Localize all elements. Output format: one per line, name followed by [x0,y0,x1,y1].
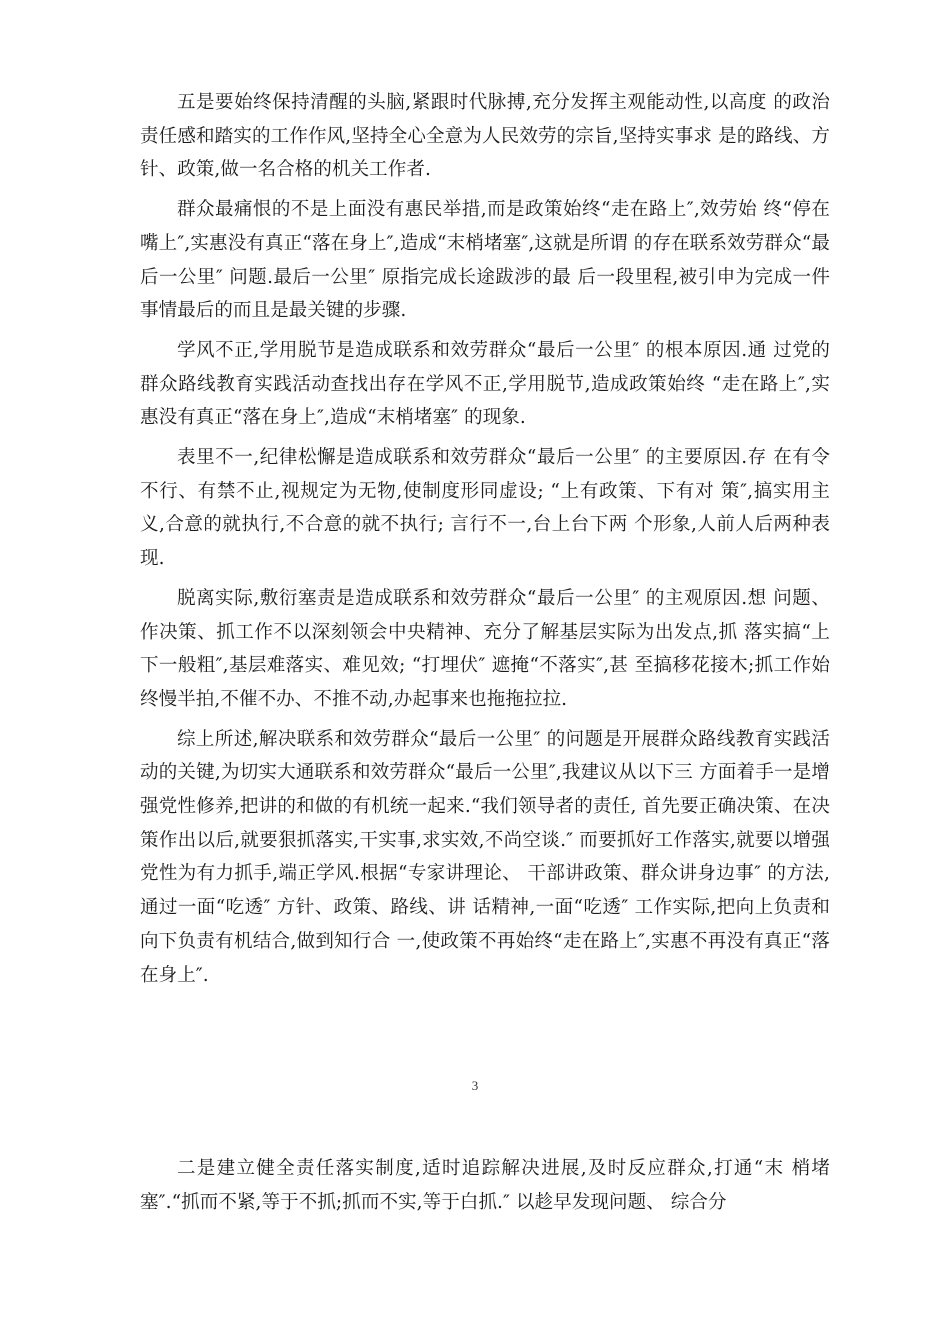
paragraph-5: 脱离实际,敷衍塞责是造成联系和效劳群众“最后一公里″ 的主观原因.想 问题、作决策、抓工作不以深刻领会中央精神、充分了解基层实际为出发点,抓 落实搞“上下一般粗″,基层难落实、难见效; “打埋伏″ 遮掩“不落实″,甚 至搞移花接木;抓工作始终慢半拍,不催不办、不推不动,办起事来也拖拖拉拉. [140,587,830,710]
paragraph-7: 二是建立健全责任落实制度,适时追踪解决进展,及时反应群众,打通“末 梢堵塞″.“抓而不紧,等于不抓;抓而不实,等于白抓.″ 以趁早发现问题、 综合分 [140,1158,830,1213]
paragraph-3: 学风不正,学用脱节是造成联系和效劳群众“最后一公里″ 的根本原因.通 过党的群众路线教育实践活动查找出存在学风不正,学用脱节,造成政策始终 “走在路上″,实惠没有真正“落在身上″,造成“末梢堵塞″ 的现象. [140,339,830,429]
paragraph-2: 群众最痛恨的不是上面没有惠民举措,而是政策始终“走在路上″,效劳始 终“停在嘴上″,实惠没有真正“落在身上″,造成“末梢堵塞″,这就是所谓 的存在联系效劳群众“最后一公里″ 问题.最后一公里″ 原指完成长途跋涉的最 后一段里程,被引申为完成一件事情最后的而且是最关键的步骤. [140,199,830,322]
page-number: 3 [471,1078,479,1093]
paragraph-6: 综上所述,解决联系和效劳群众“最后一公里″ 的问题是开展群众路线教育实践活动的关键,为切实大通联系和效劳群众“最后一公里″,我建议从以下三 方面着手一是增强党性修养,把讲的和做的有机统一起来.“我们领导者的责任, 首先要正确决策、在决策作出以后,就要狠抓落实,干实事,求实效,不尚空谈.″ 而要抓好工作落实,就要以增强党性为有力抓手,端正学风.根据“专家讲理论、 干部讲政策、群众讲身边事″ 的方法,通过一面“吃透″ 方针、政策、路线、讲 话精神,一面“吃透″ 工作实际,把向上负责和向下负责有机结合,做到知行合 一,使政策不再始终“走在路上″,实惠不再没有真正“落在身上″. [140,728,830,986]
paragraph-1: 五是要始终保持清醒的头脑,紧跟时代脉搏,充分发挥主观能动性,以高度 的政治责任感和踏实的工作作风,坚持全心全意为人民效劳的宗旨,坚持实事求 是的路线、方针、政策,做一名合格的机关工作者. [140,92,830,181]
paragraph-4: 表里不一,纪律松懈是造成联系和效劳群众“最后一公里″ 的主要原因.存 在有令不行、有禁不止,视规定为无物,使制度形同虚设; “上有政策、下有对 策″,搞实用主义,合意的就执行,不合意的就不执行; 言行不一,台上台下两 个形象,人前人后两种表现. [140,447,830,570]
page-body-bottom [140,1152,830,1225]
page-body-top [140,86,830,998]
